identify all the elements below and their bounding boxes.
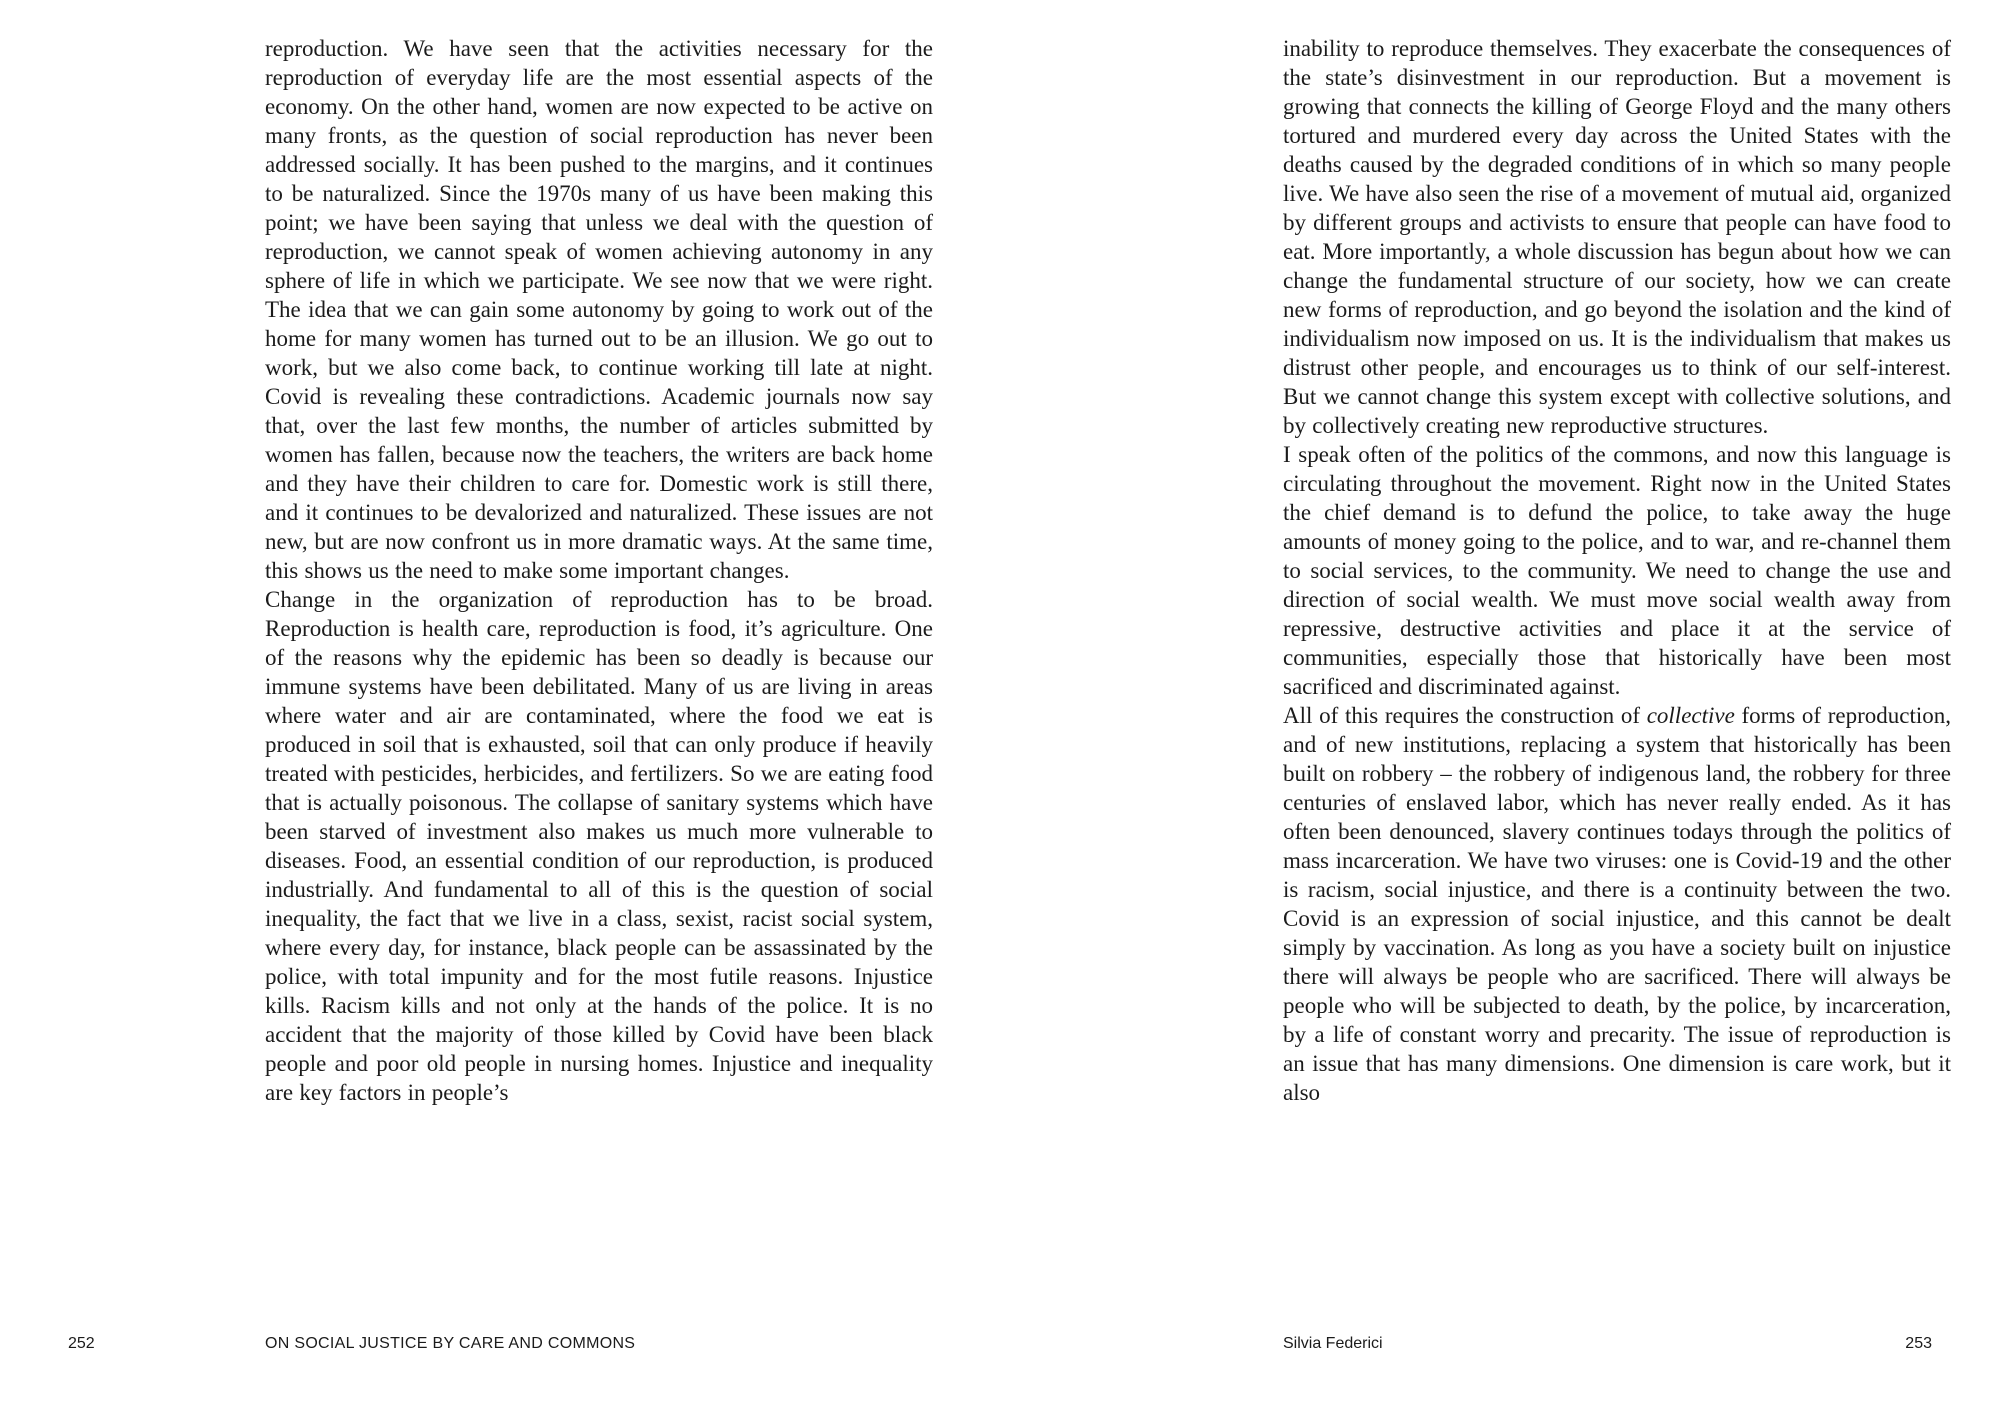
- left-paragraph-1: reproduction. We have seen that the activities necessary for the reproduction of everyday life are the most essential aspects of the economy. On the other hand, women are now expected to be active on many fronts, as the question of social reproduction has never been addressed socially. It has been pushed to the margins, and it continues to be naturalized. Since the 1970s many of us have been making this point; we have been saying that unless we deal with the question of reproduction, we cannot speak of women achieving autonomy in any sphere of life in which we participate. We see now that we were right. The idea that we can gain some autonomy by going to work out of the home for many women has turned out to be an illusion. We go out to work, but we also come back, to continue working till late at night. Covid is revealing these contradictions. Academic journals now say that, over the last few months, the number of articles submitted by women has fallen, because now the teachers, the writers are back home and they have their children to care for. Domestic work is still there, and it continues to be devalorized and naturalized. These issues are not new, but are now confront us in more dramatic ways. At the same time, this shows us the need to make some important changes.: [265, 36, 933, 583]
- paragraph-text-after-italic: forms of reproduction, and of new institutions, replacing a system that historically has been built on robbery – the robbery of indigenous land, the robbery for three centuries of enslaved labor, which has never really ended. As it has often been denounced, slavery continues todays through the politics of mass incarceration. We have two viruses: one is Covid-19 and the other is racism, social injustice, and there is a continuity between the two. Covid is an expression of social injustice, and this cannot be dealt simply by vaccination. As long as you have a society built on injustice there will always be people who are sacrificed. There will always be people who will be subjected to death, by the police, by incarceration, by a life of constant worry and precarity. The issue of reproduction is an issue that has many dimensions. One dimension is care work, but it also: [1283, 703, 1951, 1105]
- right-page-number: 253: [1905, 1335, 1932, 1352]
- left-page-text-column: [265, 34, 933, 1107]
- spread-footer: [0, 1335, 2000, 1359]
- right-paragraph-1: inability to reproduce themselves. They exacerbate the consequences of the state’s disinvestment in our reproduction. But a movement is growing that connects the killing of George Floyd and the many others tortured and murdered every day across the United States with the deaths caused by the degraded conditions of in which so many people live. We have also seen the rise of a movement of mutual aid, organized by different groups and activists to ensure that people can have food to eat. More importantly, a whole discussion has begun about how we can change the fundamental structure of our society, how we can create new forms of reproduction, and go beyond the isolation and the kind of individualism now imposed on us. It is the individualism that makes us distrust other people, and encourages us to think of our self-interest. But we cannot change this system except with collective solutions, and by collectively creating new reproductive structures.: [1283, 36, 1951, 438]
- paragraph-text-before-italic: All of this requires the construction of: [1283, 703, 1647, 728]
- right-page-text-column: [1283, 34, 1951, 1107]
- left-paragraph-2: Change in the organization of reproduction has to be broad. Reproduction is health care, reproduction is food, it’s agriculture. One of the reasons why the epidemic has been so deadly is because our immune systems have been debilitated. Many of us are living in areas where water and air are contaminated, where the food we eat is produced in soil that is exhausted, soil that can only produce if heavily treated with pesticides, herbicides, and fertilizers. So we are eating food that is actually poisonous. The collapse of sanitary systems which have been starved of investment also makes us much more vulnerable to diseases. Food, an essential condition of our reproduction, is produced industrially. And fundamental to all of this is the question of social inequality, the fact that we live in a class, sexist, racist social system, where every day, for instance, black people can be assassinated by the police, with total impunity and for the most futile reasons. Injustice kills. Racism kills and not only at the hands of the police. It is no accident that the majority of those killed by Covid have been black people and poor old people in nursing homes. Injustice and inequality are key factors in people’s: [265, 587, 933, 1105]
- left-page-number: 252: [68, 1335, 95, 1352]
- right-paragraph-3: [1283, 701, 1951, 1107]
- right-paragraph-2: I speak often of the politics of the commons, and now this language is circulating throughout the movement. Right now in the United States the chief demand is to defund the police, to take away the huge amounts of money going to the police, and to war, and re-channel them to social services, to the community. We need to change the use and direction of social wealth. We must move social wealth away from repressive, destructive activities and place it at the service of communities, especially those that historically have been most sacrificed and discriminated against.: [1283, 442, 1951, 699]
- italic-word-collective: collective: [1646, 703, 1735, 728]
- footer-author-name: Silvia Federici: [1283, 1335, 1383, 1352]
- footer-running-title: ON SOCIAL JUSTICE BY CARE AND COMMONS: [265, 1335, 636, 1352]
